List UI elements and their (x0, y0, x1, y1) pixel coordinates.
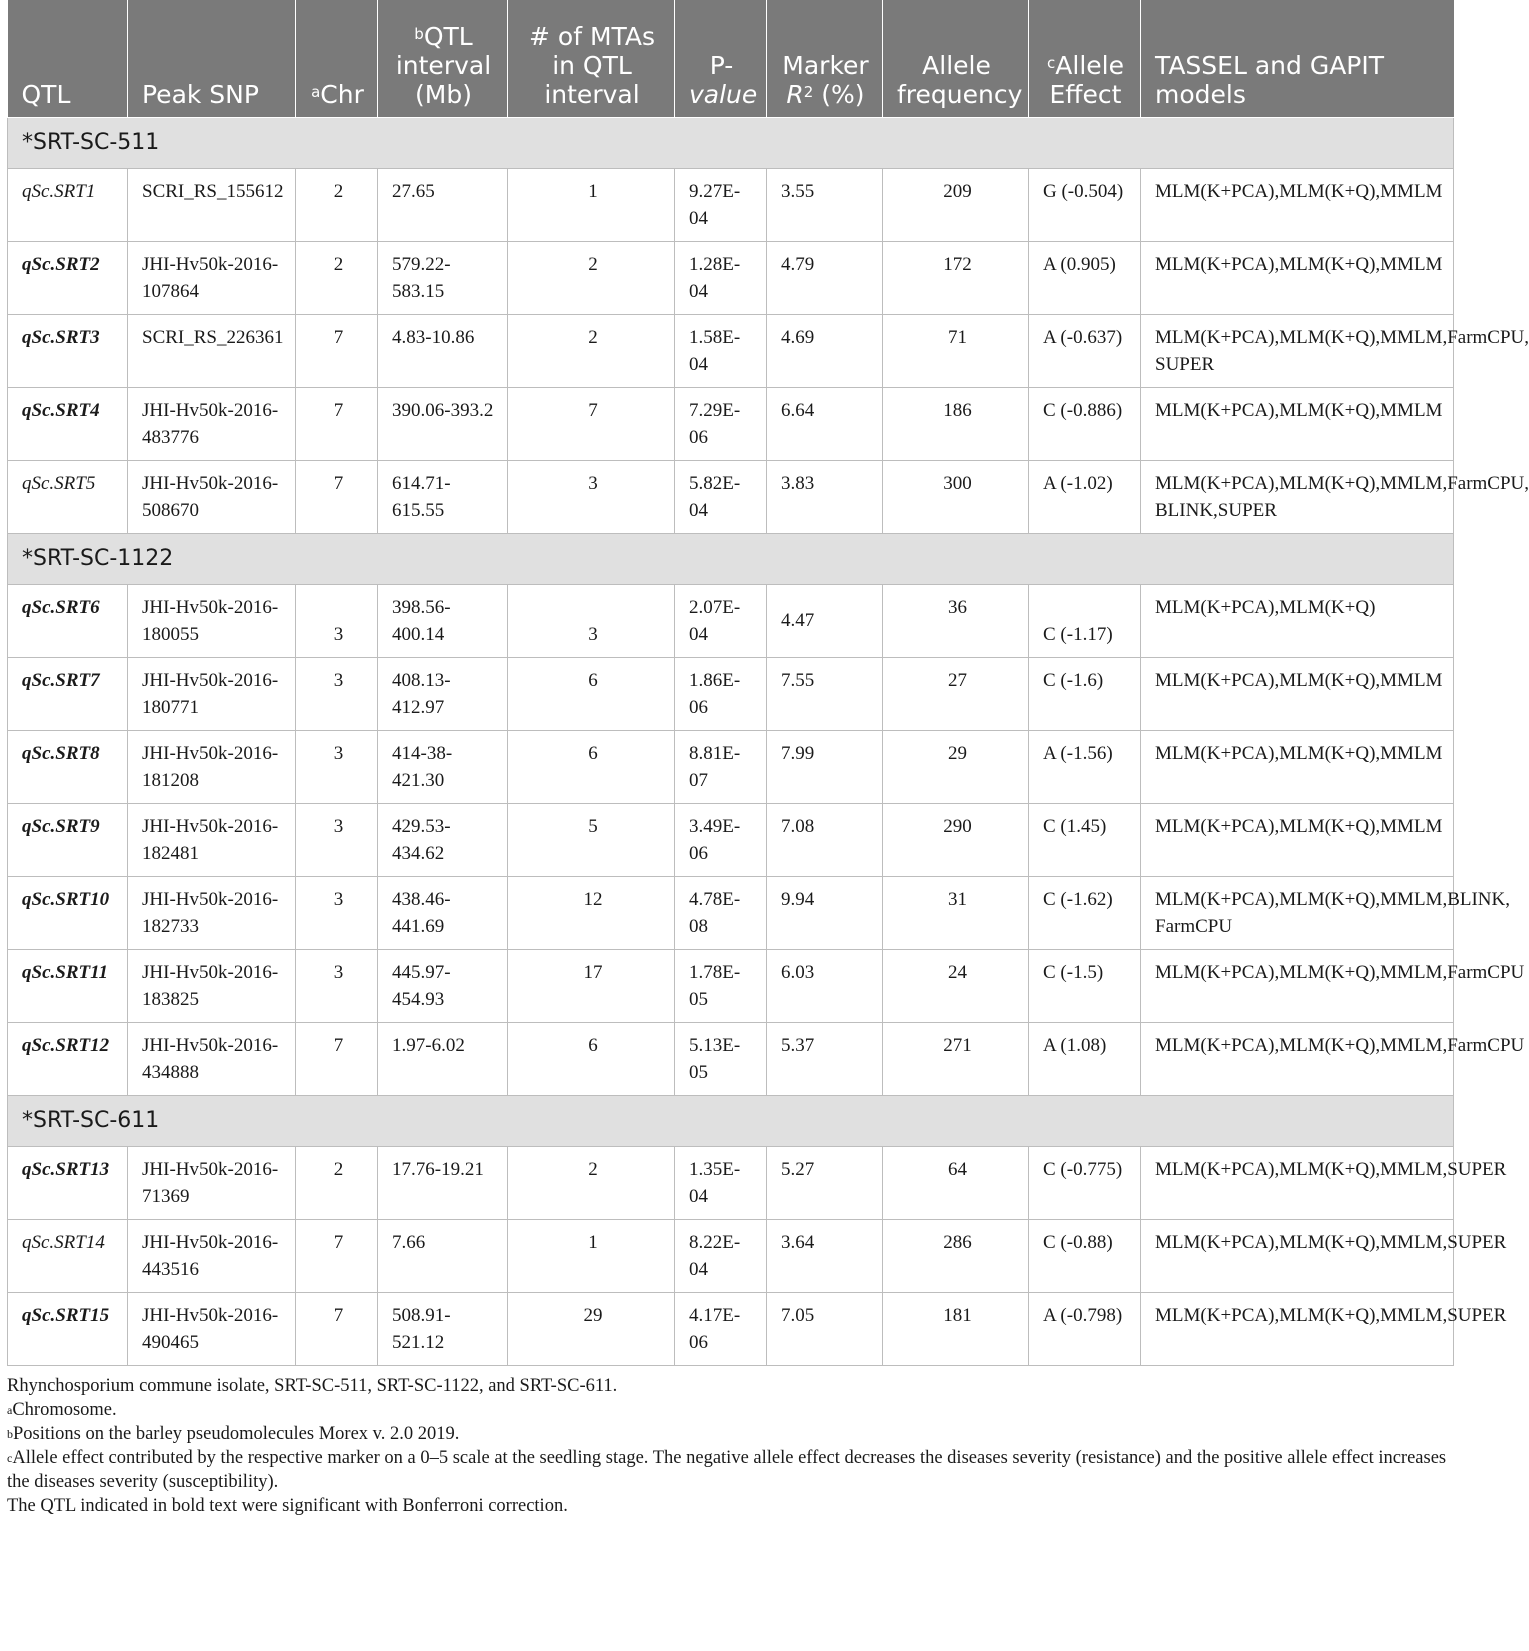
mtas-cell: 6 (508, 1023, 675, 1096)
qtl-cell: qSc.SRT13 (8, 1147, 128, 1220)
allele-frequency-cell: 71 (883, 315, 1029, 388)
qtl-cell: qSc.SRT10 (8, 877, 128, 950)
allele-frequency-cell: 300 (883, 461, 1029, 534)
mtas-cell: 3 (508, 461, 675, 534)
peak-snp-cell: JHI-Hv50k-2016-483776 (128, 388, 296, 461)
table-row (8, 804, 1454, 877)
peak-snp-cell: SCRI_RS_155612 (128, 169, 296, 242)
chr-cell: 2 (296, 242, 378, 315)
mtas-cell: 17 (508, 950, 675, 1023)
qtl-table-container (7, 0, 1529, 1518)
marker-r2-cell: 7.05 (767, 1293, 883, 1366)
qtl-interval-cell: 17.76-19.21 (378, 1147, 508, 1220)
qtl-cell: qSc.SRT6 (8, 585, 128, 658)
chr-cell: 3 (296, 950, 378, 1023)
p-value-cell: 1.28E-04 (675, 242, 767, 315)
allele-frequency-cell: 27 (883, 658, 1029, 731)
table-row (8, 877, 1454, 950)
marker-r2-cell: 3.55 (767, 169, 883, 242)
chr-cell: 7 (296, 1023, 378, 1096)
marker-r2-cell: 7.99 (767, 731, 883, 804)
allele-frequency-cell: 290 (883, 804, 1029, 877)
mtas-cell: 2 (508, 1147, 675, 1220)
peak-snp-cell: JHI-Hv50k-2016-181208 (128, 731, 296, 804)
allele-frequency-cell: 24 (883, 950, 1029, 1023)
qtl-interval-cell: 27.65 (378, 169, 508, 242)
allele-frequency-cell: 31 (883, 877, 1029, 950)
p-value-cell: 3.49E-06 (675, 804, 767, 877)
qtl-cell: qSc.SRT2 (8, 242, 128, 315)
allele-effect-cell: G (-0.504) (1029, 169, 1141, 242)
qtl-cell: qSc.SRT8 (8, 731, 128, 804)
allele-effect-cell: A (-1.56) (1029, 731, 1141, 804)
chr-cell: 3 (296, 585, 378, 658)
allele-frequency-cell: 181 (883, 1293, 1029, 1366)
marker-r2-cell: 3.83 (767, 461, 883, 534)
mtas-cell: 5 (508, 804, 675, 877)
mtas-cell: 2 (508, 242, 675, 315)
models-cell: MLM(K+PCA),MLM(K+Q),MMLM,FarmCPU, SUPER (1141, 315, 1454, 388)
allele-effect-cell: C (-0.88) (1029, 1220, 1141, 1293)
qtl-cell: qSc.SRT7 (8, 658, 128, 731)
peak-snp-cell: JHI-Hv50k-2016-107864 (128, 242, 296, 315)
chr-cell: 2 (296, 1147, 378, 1220)
qtl-interval-cell: 398.56-400.14 (378, 585, 508, 658)
allele-effect-cell: A (-1.02) (1029, 461, 1141, 534)
table-row (8, 388, 1454, 461)
allele-frequency-cell: 172 (883, 242, 1029, 315)
models-cell: MLM(K+PCA),MLM(K+Q),MMLM (1141, 388, 1454, 461)
allele-frequency-cell: 286 (883, 1220, 1029, 1293)
isolate-group-label: *SRT-SC-511 (8, 118, 1454, 169)
models-cell: MLM(K+PCA),MLM(K+Q),MMLM,FarmCPU (1141, 950, 1454, 1023)
header-allele-effect: $^c$Allele Effect (1029, 0, 1141, 118)
table-row (8, 1293, 1454, 1366)
peak-snp-cell: JHI-Hv50k-2016-508670 (128, 461, 296, 534)
models-cell: MLM(K+PCA),MLM(K+Q),MMLM (1141, 658, 1454, 731)
marker-r2-cell: 7.55 (767, 658, 883, 731)
header-mtas: # of MTAs in QTL interval (508, 0, 675, 118)
allele-effect-cell: C (-0.775) (1029, 1147, 1141, 1220)
peak-snp-cell: JHI-Hv50k-2016-434888 (128, 1023, 296, 1096)
peak-snp-cell: JHI-Hv50k-2016-182481 (128, 804, 296, 877)
table-row (8, 315, 1454, 388)
qtl-cell: qSc.SRT5 (8, 461, 128, 534)
allele-frequency-cell: 186 (883, 388, 1029, 461)
chr-cell: 7 (296, 1293, 378, 1366)
allele-frequency-cell: 64 (883, 1147, 1029, 1220)
chr-cell: 3 (296, 877, 378, 950)
footnote-bold: The QTL indicated in bold text were significant with Bonferroni correction. (7, 1496, 568, 1516)
p-value-cell: 1.35E-04 (675, 1147, 767, 1220)
models-cell: MLM(K+PCA),MLM(K+Q),MMLM,FarmCPU, BLINK,SUPER (1141, 461, 1454, 534)
qtl-cell: qSc.SRT15 (8, 1293, 128, 1366)
header-qtl-interval: $^b$QTL interval (Mb) (378, 0, 508, 118)
chr-cell: 3 (296, 658, 378, 731)
marker-r2-cell: 6.03 (767, 950, 883, 1023)
marker-r2-cell: 6.64 (767, 388, 883, 461)
table-row (8, 1220, 1454, 1293)
marker-r2-cell: 4.79 (767, 242, 883, 315)
isolate-group-label: *SRT-SC-1122 (8, 534, 1454, 585)
table-row (8, 658, 1454, 731)
footnotes (7, 1374, 1453, 1518)
peak-snp-cell: SCRI_RS_226361 (128, 315, 296, 388)
allele-frequency-cell: 271 (883, 1023, 1029, 1096)
mtas-cell: 29 (508, 1293, 675, 1366)
p-value-cell: 4.78E-08 (675, 877, 767, 950)
qtl-interval-cell: 508.91-521.12 (378, 1293, 508, 1366)
table-row (8, 731, 1454, 804)
qtl-cell: qSc.SRT12 (8, 1023, 128, 1096)
isolate-group-label: *SRT-SC-611 (8, 1096, 1454, 1147)
qtl-cell: qSc.SRT11 (8, 950, 128, 1023)
chr-cell: 2 (296, 169, 378, 242)
allele-effect-cell: A (0.905) (1029, 242, 1141, 315)
allele-frequency-cell: 36 (883, 585, 1029, 658)
qtl-interval-cell: 429.53-434.62 (378, 804, 508, 877)
qtl-cell: qSc.SRT4 (8, 388, 128, 461)
mtas-cell: 6 (508, 658, 675, 731)
marker-r2-cell: 5.37 (767, 1023, 883, 1096)
footnote-a: $^a$Chromosome. (7, 1400, 117, 1420)
qtl-interval-cell: 4.83-10.86 (378, 315, 508, 388)
table-row (8, 169, 1454, 242)
footnote-b: $^b$Positions on the barley pseudomolecules Morex v. 2.0 2019. (7, 1424, 460, 1444)
table-row (8, 461, 1454, 534)
table-body (8, 118, 1529, 1366)
allele-effect-cell: C (-1.17) (1029, 585, 1141, 658)
allele-effect-cell: C (-0.886) (1029, 388, 1141, 461)
peak-snp-cell: JHI-Hv50k-2016-490465 (128, 1293, 296, 1366)
qtl-interval-cell: 7.66 (378, 1220, 508, 1293)
p-value-cell: 1.86E-06 (675, 658, 767, 731)
table-row (8, 1023, 1454, 1096)
header-marker-r2: Marker $R^2$ (%) (767, 0, 883, 118)
p-value-cell: 1.78E-05 (675, 950, 767, 1023)
models-cell: MLM(K+PCA),MLM(K+Q),MMLM,BLINK, FarmCPU (1141, 877, 1454, 950)
header-models: TASSEL and GAPIT models (1141, 0, 1454, 118)
allele-effect-cell: A (-0.637) (1029, 315, 1141, 388)
chr-cell: 7 (296, 388, 378, 461)
qtl-cell: qSc.SRT9 (8, 804, 128, 877)
p-value-cell: 5.82E-04 (675, 461, 767, 534)
qtl-interval-cell: 445.97-454.93 (378, 950, 508, 1023)
models-cell: MLM(K+PCA),MLM(K+Q) (1141, 585, 1454, 658)
marker-r2-cell: 7.08 (767, 804, 883, 877)
group-row (8, 534, 1454, 585)
qtl-interval-cell: 614.71-615.55 (378, 461, 508, 534)
mtas-cell: 12 (508, 877, 675, 950)
peak-snp-cell: JHI-Hv50k-2016-180771 (128, 658, 296, 731)
qtl-interval-cell: 438.46-441.69 (378, 877, 508, 950)
allele-effect-cell: A (-0.798) (1029, 1293, 1141, 1366)
marker-r2-cell: 3.64 (767, 1220, 883, 1293)
marker-r2-cell: 5.27 (767, 1147, 883, 1220)
mtas-cell: 1 (508, 169, 675, 242)
table-row (8, 242, 1454, 315)
chr-cell: 3 (296, 731, 378, 804)
header-qtl: QTL (8, 0, 128, 118)
models-cell: MLM(K+PCA),MLM(K+Q),MMLM,FarmCPU (1141, 1023, 1454, 1096)
peak-snp-cell: JHI-Hv50k-2016-71369 (128, 1147, 296, 1220)
p-value-cell: 8.81E-07 (675, 731, 767, 804)
group-row (8, 118, 1454, 169)
models-cell: MLM(K+PCA),MLM(K+Q),MMLM (1141, 804, 1454, 877)
table-row (8, 585, 1454, 658)
qtl-table (7, 0, 1529, 1366)
qtl-cell: qSc.SRT1 (8, 169, 128, 242)
qtl-interval-cell: 1.97-6.02 (378, 1023, 508, 1096)
group-row (8, 1096, 1454, 1147)
mtas-cell: 7 (508, 388, 675, 461)
marker-r2-cell: 9.94 (767, 877, 883, 950)
qtl-interval-cell: 408.13-412.97 (378, 658, 508, 731)
chr-cell: 7 (296, 461, 378, 534)
p-value-cell: 1.58E-04 (675, 315, 767, 388)
models-cell: MLM(K+PCA),MLM(K+Q),MMLM,SUPER (1141, 1220, 1454, 1293)
models-cell: MLM(K+PCA),MLM(K+Q),MMLM (1141, 242, 1454, 315)
qtl-interval-cell: 579.22-583.15 (378, 242, 508, 315)
allele-effect-cell: A (1.08) (1029, 1023, 1141, 1096)
p-value-cell: 8.22E-04 (675, 1220, 767, 1293)
p-value-cell: 9.27E-04 (675, 169, 767, 242)
header-row (8, 0, 1454, 118)
peak-snp-cell: JHI-Hv50k-2016-182733 (128, 877, 296, 950)
qtl-interval-cell: 390.06-393.2 (378, 388, 508, 461)
mtas-cell: 2 (508, 315, 675, 388)
header-allele-frequency: Allele frequency (883, 0, 1029, 118)
footnote-c: $^c$Allele effect contributed by the respective marker on a 0–5 scale at the seedling stage. The negative allele effect decreases the diseases severity (resistance) and the positive allele effect increases the diseases severity (susceptibility). (7, 1448, 1447, 1492)
table-row (8, 950, 1454, 1023)
models-cell: MLM(K+PCA),MLM(K+Q),MMLM,SUPER (1141, 1147, 1454, 1220)
mtas-cell: 3 (508, 585, 675, 658)
allele-effect-cell: C (-1.62) (1029, 877, 1141, 950)
peak-snp-cell: JHI-Hv50k-2016-443516 (128, 1220, 296, 1293)
models-cell: MLM(K+PCA),MLM(K+Q),MMLM (1141, 731, 1454, 804)
qtl-cell: qSc.SRT3 (8, 315, 128, 388)
marker-r2-cell: 4.69 (767, 315, 883, 388)
header-chr: $^a$Chr (296, 0, 378, 118)
p-value-cell: 5.13E-05 (675, 1023, 767, 1096)
qtl-interval-cell: 414-38-421.30 (378, 731, 508, 804)
allele-effect-cell: C (1.45) (1029, 804, 1141, 877)
footnote-isolates: Rhynchosporium commune isolate, SRT-SC-511, SRT-SC-1122, and SRT-SC-611. (7, 1376, 618, 1396)
p-value-cell: 4.17E-06 (675, 1293, 767, 1366)
mtas-cell: 6 (508, 731, 675, 804)
chr-cell: 7 (296, 315, 378, 388)
table-row (8, 1147, 1454, 1220)
models-cell: MLM(K+PCA),MLM(K+Q),MMLM,SUPER (1141, 1293, 1454, 1366)
header-peak-snp: Peak SNP (128, 0, 296, 118)
chr-cell: 3 (296, 804, 378, 877)
p-value-cell: 7.29E-06 (675, 388, 767, 461)
p-value-cell: 2.07E-04 (675, 585, 767, 658)
qtl-cell: qSc.SRT14 (8, 1220, 128, 1293)
mtas-cell: 1 (508, 1220, 675, 1293)
marker-r2-cell: 4.47 (767, 585, 883, 658)
allele-effect-cell: C (-1.6) (1029, 658, 1141, 731)
header-p-value: P- value (675, 0, 767, 118)
chr-cell: 7 (296, 1220, 378, 1293)
allele-frequency-cell: 209 (883, 169, 1029, 242)
allele-frequency-cell: 29 (883, 731, 1029, 804)
models-cell: MLM(K+PCA),MLM(K+Q),MMLM (1141, 169, 1454, 242)
peak-snp-cell: JHI-Hv50k-2016-180055 (128, 585, 296, 658)
allele-effect-cell: C (-1.5) (1029, 950, 1141, 1023)
peak-snp-cell: JHI-Hv50k-2016-183825 (128, 950, 296, 1023)
